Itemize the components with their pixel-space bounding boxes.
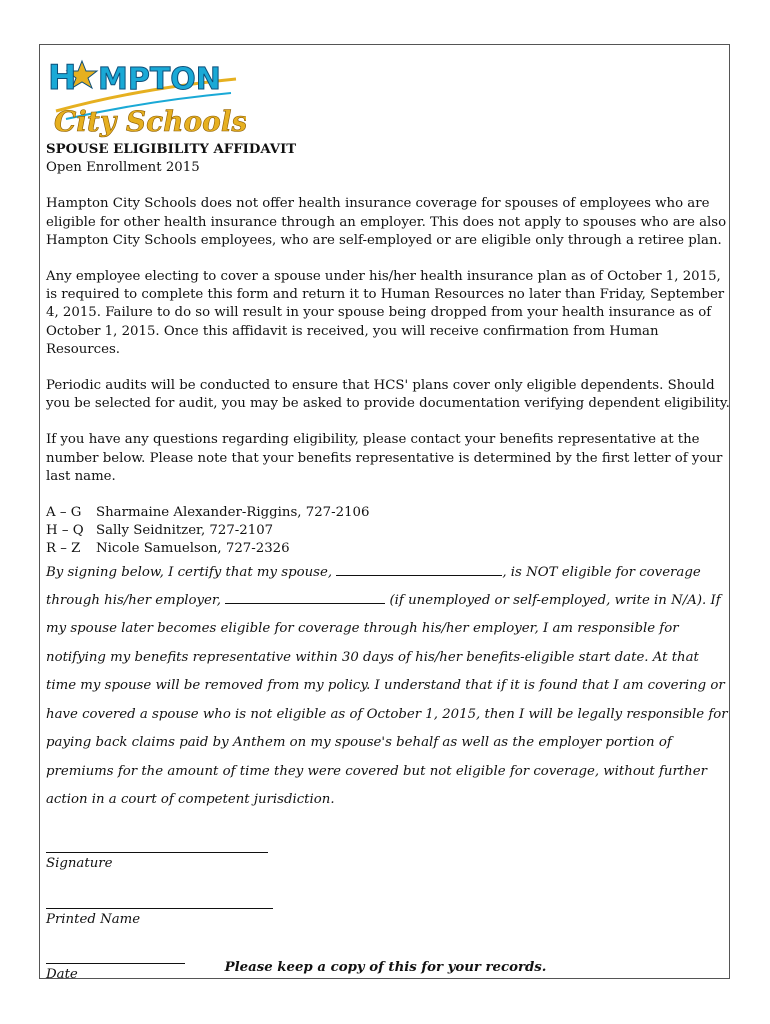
document-title: SPOUSE ELIGIBILITY AFFIDAVIT bbox=[46, 142, 297, 157]
logo-city-schools: City Schools bbox=[54, 105, 246, 138]
contact-list bbox=[46, 504, 730, 559]
contact-item bbox=[46, 504, 730, 522]
paragraph-audits: Periodic audits will be conducted to ensure that HCS' plans cover only eligible dependents. Should you be selected for audit, you may be asked to provide documentation verifying dependent eligibility. bbox=[46, 378, 730, 412]
certification-part-2: , is NOT eligible for coverage through his/her employer, bbox=[46, 564, 701, 609]
logo-word-mpton: MPTON bbox=[98, 62, 221, 97]
document-body bbox=[46, 141, 730, 984]
document-subtitle: Open Enrollment 2015 bbox=[46, 160, 200, 176]
certification-part-3: (if unemployed or self-employed, write in N/A). If my spouse later becomes eligible for coverage through his/her employer, I am responsible for notifying my benefits representative within 30 days of his/her benefits-eligible start date. At that time my spouse will be removed from my policy. I understand that if it is found that I am covering or have covered a spouse who is not eligible as of October 1, 2015, then I will be legally responsible for paying back claims paid by Anthem on my spouse's behalf as well as the employer portion of premiums for the amount of time they were covered but not eligible for coverage, without further action in a court of competent jurisdiction. bbox=[46, 593, 728, 807]
contact-name: Sally Seidnitzer, 727-2107 bbox=[96, 523, 274, 539]
printed-name-field[interactable] bbox=[46, 908, 730, 929]
contact-item bbox=[46, 540, 730, 558]
signature-field[interactable] bbox=[46, 852, 730, 873]
certification-part-1: By signing below, I certify that my spouse, bbox=[46, 564, 337, 580]
records-reminder: Please keep a copy of this for your records. bbox=[224, 960, 547, 975]
date-label: Date bbox=[46, 966, 78, 982]
signature-label: Signature bbox=[46, 856, 113, 872]
paragraph-questions: If you have any questions regarding eligibility, please contact your benefits representative at the number below. Please note that your benefits representative is determined by the first letter of your last name. bbox=[46, 432, 723, 484]
contact-name: Sharmaine Alexander-Riggins, 727-2106 bbox=[96, 505, 370, 521]
document-page bbox=[39, 44, 730, 982]
hampton-city-schools-logo bbox=[46, 49, 246, 141]
contact-range: H – Q bbox=[46, 523, 84, 539]
contact-name: Nicole Samuelson, 727-2326 bbox=[96, 541, 290, 557]
spouse-employer-blank[interactable] bbox=[225, 591, 385, 604]
signature-line[interactable] bbox=[46, 852, 268, 853]
paragraph-deadline: Any employee electing to cover a spouse under his/her health insurance plan as of October 1, 2015, is required to complete this form and return it to Human Resources no later than Friday, September 4, 2015. Failure to do so will result in your spouse being dropped from your health insurance as of October 1, 2015. Once this affidavit is received, you will receive confirmation from Human Resources. bbox=[46, 269, 725, 357]
spouse-name-blank[interactable] bbox=[336, 563, 502, 576]
paragraph-coverage-policy: Hampton City Schools does not offer health insurance coverage for spouses of employees who are eligible for other health insurance through an employer. This does not apply to spouses who are also Hampton City Schools employees, who are self-employed or are eligible only through a retiree plan. bbox=[46, 196, 727, 248]
contact-range: A – G bbox=[46, 505, 82, 521]
contact-range: R – Z bbox=[46, 541, 81, 557]
contact-item bbox=[46, 522, 730, 540]
printed-name-label: Printed Name bbox=[46, 911, 141, 927]
logo-letter-h: H bbox=[48, 58, 77, 98]
certification-statement bbox=[46, 559, 730, 815]
printed-name-line[interactable] bbox=[46, 908, 273, 909]
